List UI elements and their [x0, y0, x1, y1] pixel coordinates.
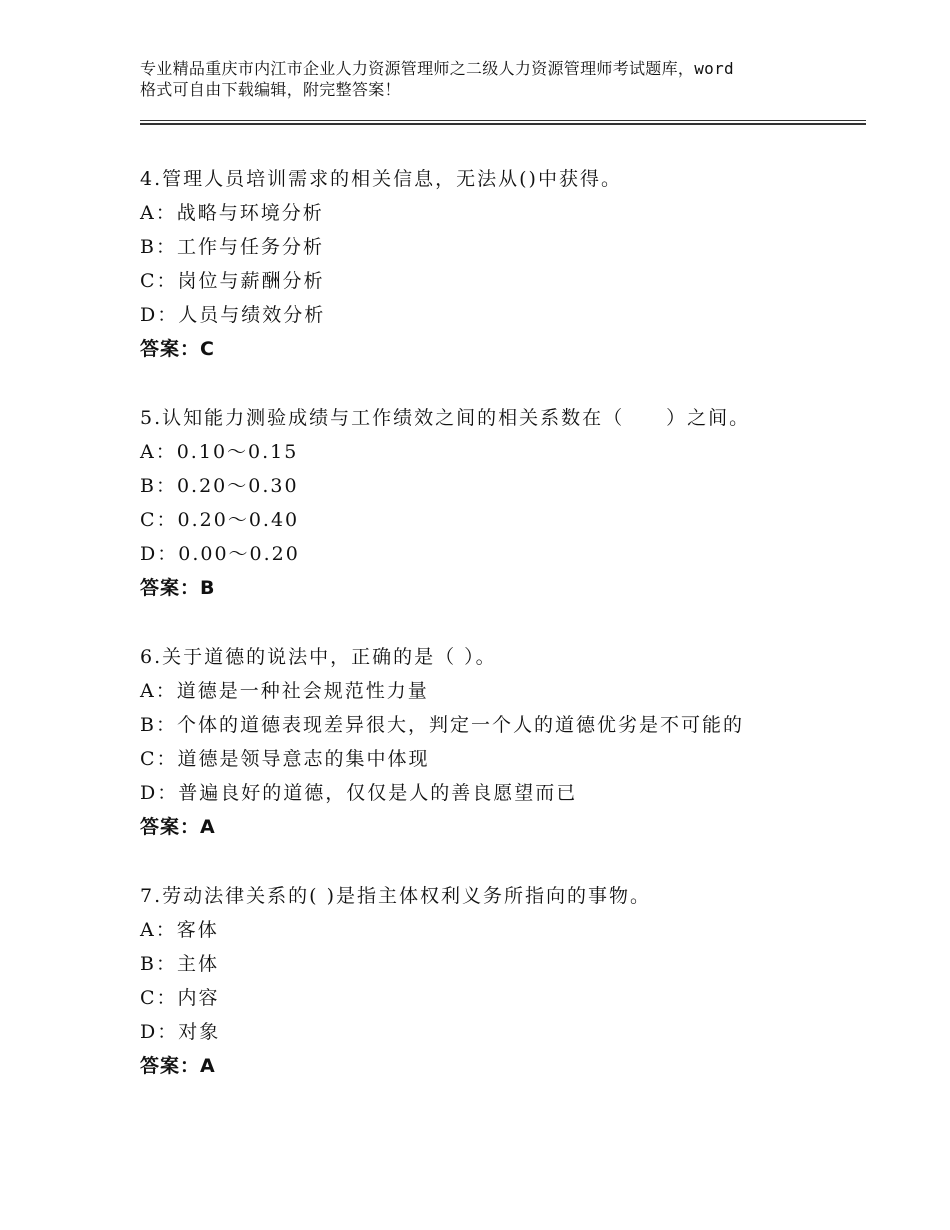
- option-d: D：对象: [140, 1021, 221, 1043]
- answer-label: 答案：C: [140, 338, 215, 360]
- option-a: A：客体: [140, 919, 219, 941]
- option-c: C：0.20～0.40: [140, 509, 300, 531]
- answer-label: 答案：A: [140, 1055, 216, 1077]
- question-stem: 7.劳动法律关系的( )是指主体权利义务所指向的事物。: [140, 885, 651, 907]
- option-a: A：0.10～0.15: [140, 441, 299, 463]
- header-divider-thin: [140, 120, 866, 121]
- option-c: C：道德是领导意志的集中体现: [140, 748, 430, 770]
- question-stem: 4.管理人员培训需求的相关信息，无法从()中获得。: [140, 168, 622, 190]
- header-divider-thick: [140, 123, 866, 125]
- question-stem: 5.认知能力测验成绩与工作绩效之间的相关系数在（ ）之间。: [140, 407, 751, 429]
- option-b: B：主体: [140, 953, 219, 975]
- document-header: [140, 58, 830, 100]
- header-line-2: 格式可自由下载编辑，附完整答案！: [140, 80, 401, 99]
- option-b: B：0.20～0.30: [140, 475, 299, 497]
- header-line-1: 专业精品重庆市内江市企业人力资源管理师之二级人力资源管理师考试题库，word: [140, 59, 734, 78]
- question-stem: 6.关于道德的说法中，正确的是（ ）。: [140, 646, 497, 668]
- option-c: C：岗位与薪酬分析: [140, 270, 325, 292]
- option-d: D：0.00～0.20: [140, 543, 300, 565]
- answer-label: 答案：B: [140, 577, 216, 599]
- option-d: D：人员与绩效分析: [140, 304, 326, 326]
- option-d: D：普遍良好的道德，仅仅是人的善良愿望而已: [140, 782, 578, 804]
- option-b: B：个体的道德表现差异很大，判定一个人的道德优劣是不可能的: [140, 714, 744, 736]
- option-a: A：战略与环境分析: [140, 202, 324, 224]
- answer-label: 答案：A: [140, 816, 216, 838]
- option-a: A：道德是一种社会规范性力量: [140, 680, 429, 702]
- option-c: C：内容: [140, 987, 220, 1009]
- option-b: B：工作与任务分析: [140, 236, 324, 258]
